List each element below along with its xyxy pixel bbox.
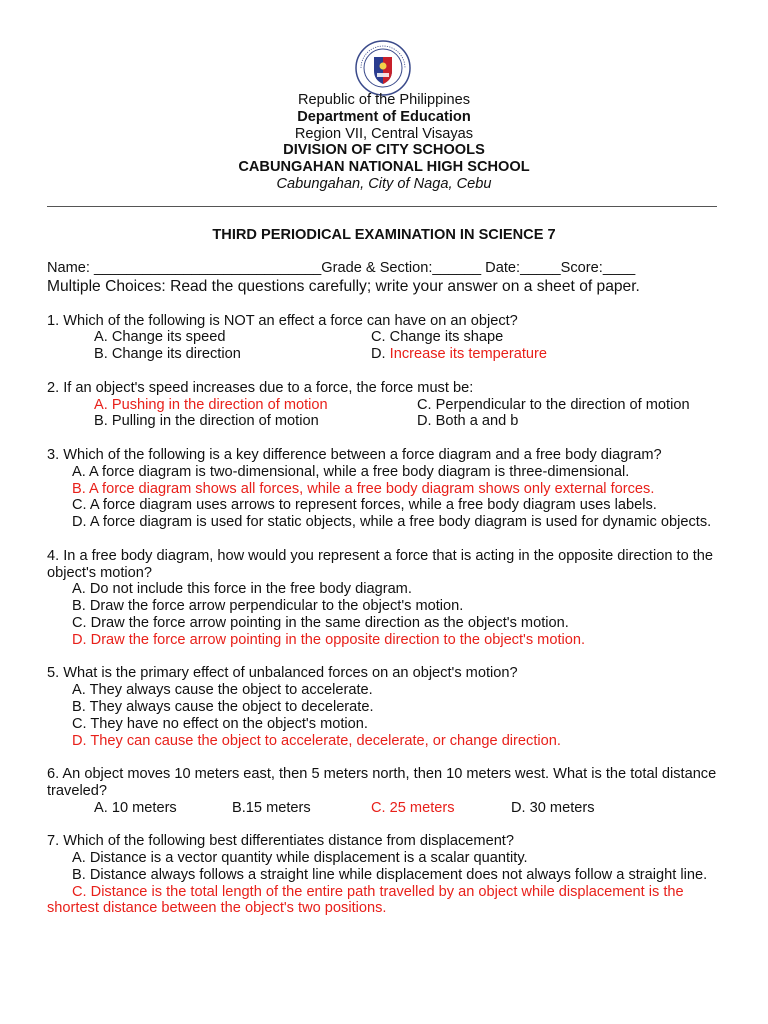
- school-header: [0, 92, 768, 193]
- choice-a: A. Distance is a vector quantity while displacement is a scalar quantity.: [72, 850, 528, 867]
- header-school-name: CABUNGAHAN NATIONAL HIGH SCHOOL: [238, 159, 530, 176]
- question-text: 3. Which of the following is a key difference between a force diagram and a free body diagram?: [47, 446, 662, 463]
- choice-b: B. Distance always follows a straight line while displacement does not always follow a straight line.: [72, 866, 708, 883]
- question-3: [47, 447, 727, 531]
- choice-b: B.15 meters: [232, 799, 311, 816]
- question-4: [47, 548, 727, 649]
- question-6: [47, 766, 727, 816]
- deped-seal-icon: [355, 40, 411, 96]
- choice-a: A. 10 meters: [94, 799, 177, 816]
- answer-text: Increase its temperature: [389, 346, 548, 363]
- choice-a: A. They always cause the object to accelerate.: [72, 682, 373, 699]
- exam-title: THIRD PERIODICAL EXAMINATION IN SCIENCE 7: [212, 227, 556, 243]
- question-7: [47, 833, 727, 917]
- question-text: 1. Which of the following is NOT an effect a force can have on an object?: [47, 312, 518, 329]
- question-text: 7. Which of the following best differentiates distance from displacement?: [47, 833, 514, 850]
- choice-b: B. A force diagram shows all forces, while a free body diagram shows only external forces.: [72, 480, 655, 497]
- choice-a: A. A force diagram is two-dimensional, while a free body diagram is three-dimensional.: [72, 463, 630, 480]
- choice-c: C. 25 meters: [371, 799, 455, 816]
- choice-d: D. They can cause the object to accelerate, decelerate, or change direction.: [72, 732, 561, 749]
- header-division: DIVISION OF CITY SCHOOLS: [283, 142, 485, 159]
- question-2: [47, 380, 727, 430]
- question-text: 5. What is the primary effect of unbalanced forces on an object's motion?: [47, 665, 518, 682]
- choice-b: B. They always cause the object to decelerate.: [72, 698, 374, 715]
- choice-d: D. Both a and b: [417, 413, 519, 430]
- choice-d: [371, 346, 547, 363]
- choice-c: C. Draw the force arrow pointing in the same direction as the object's motion.: [72, 614, 569, 631]
- choice-c: C. Perpendicular to the direction of motion: [417, 396, 690, 413]
- choice-d: D. Draw the force arrow pointing in the opposite direction to the object's motion.: [72, 631, 586, 648]
- header-republic: Republic of the Philippines: [298, 92, 470, 108]
- choice-letter: D.: [371, 346, 390, 363]
- header-department: Department of Education: [297, 108, 471, 125]
- choice-d: D. A force diagram is used for static objects, while a free body diagram is used for dynamic objects.: [72, 514, 712, 531]
- header-region: Region VII, Central Visayas: [294, 125, 474, 142]
- choice-a: A. Pushing in the direction of motion: [94, 396, 328, 413]
- choice-b: B. Pulling in the direction of motion: [94, 413, 319, 430]
- question-5: [47, 665, 727, 749]
- choice-a: A. Do not include this force in the free body diagram.: [72, 581, 412, 598]
- exam-content: [47, 260, 727, 917]
- choice-b: B. Draw the force arrow perpendicular to the object's motion.: [72, 598, 464, 615]
- instructions: Multiple Choices: Read the questions carefully; write your answer on a sheet of paper.: [47, 277, 640, 295]
- choice-b: B. Change its direction: [94, 346, 241, 363]
- question-text: 4. In a free body diagram, how would you represent a force that is acting in the opposite direction to the object's motion?: [47, 547, 714, 581]
- question-text: 6. An object moves 10 meters east, then 5 meters north, then 10 meters west. What is the total distance traveled?: [47, 766, 717, 799]
- header-divider: [47, 206, 717, 207]
- choice-d: D. 30 meters: [511, 799, 595, 816]
- choice-a: A. Change its speed: [94, 329, 226, 346]
- choice-c: C. A force diagram uses arrows to represent forces, while a free body diagram uses labels.: [72, 497, 657, 514]
- question-text: 2. If an object's speed increases due to a force, the force must be:: [47, 379, 474, 396]
- question-1: [47, 313, 727, 363]
- choice-c: C. They have no effect on the object's motion.: [72, 715, 368, 732]
- choice-c: C. Distance is the total length of the entire path travelled by an object while displacement is the shortest distance between the object's two positions.: [47, 883, 684, 917]
- header-address: Cabungahan, City of Naga, Cebu: [276, 175, 492, 192]
- choice-c: C. Change its shape: [371, 329, 504, 346]
- student-info-line: Name: ____________________________Grade & Section:______ Date:_____Score:____: [47, 260, 636, 276]
